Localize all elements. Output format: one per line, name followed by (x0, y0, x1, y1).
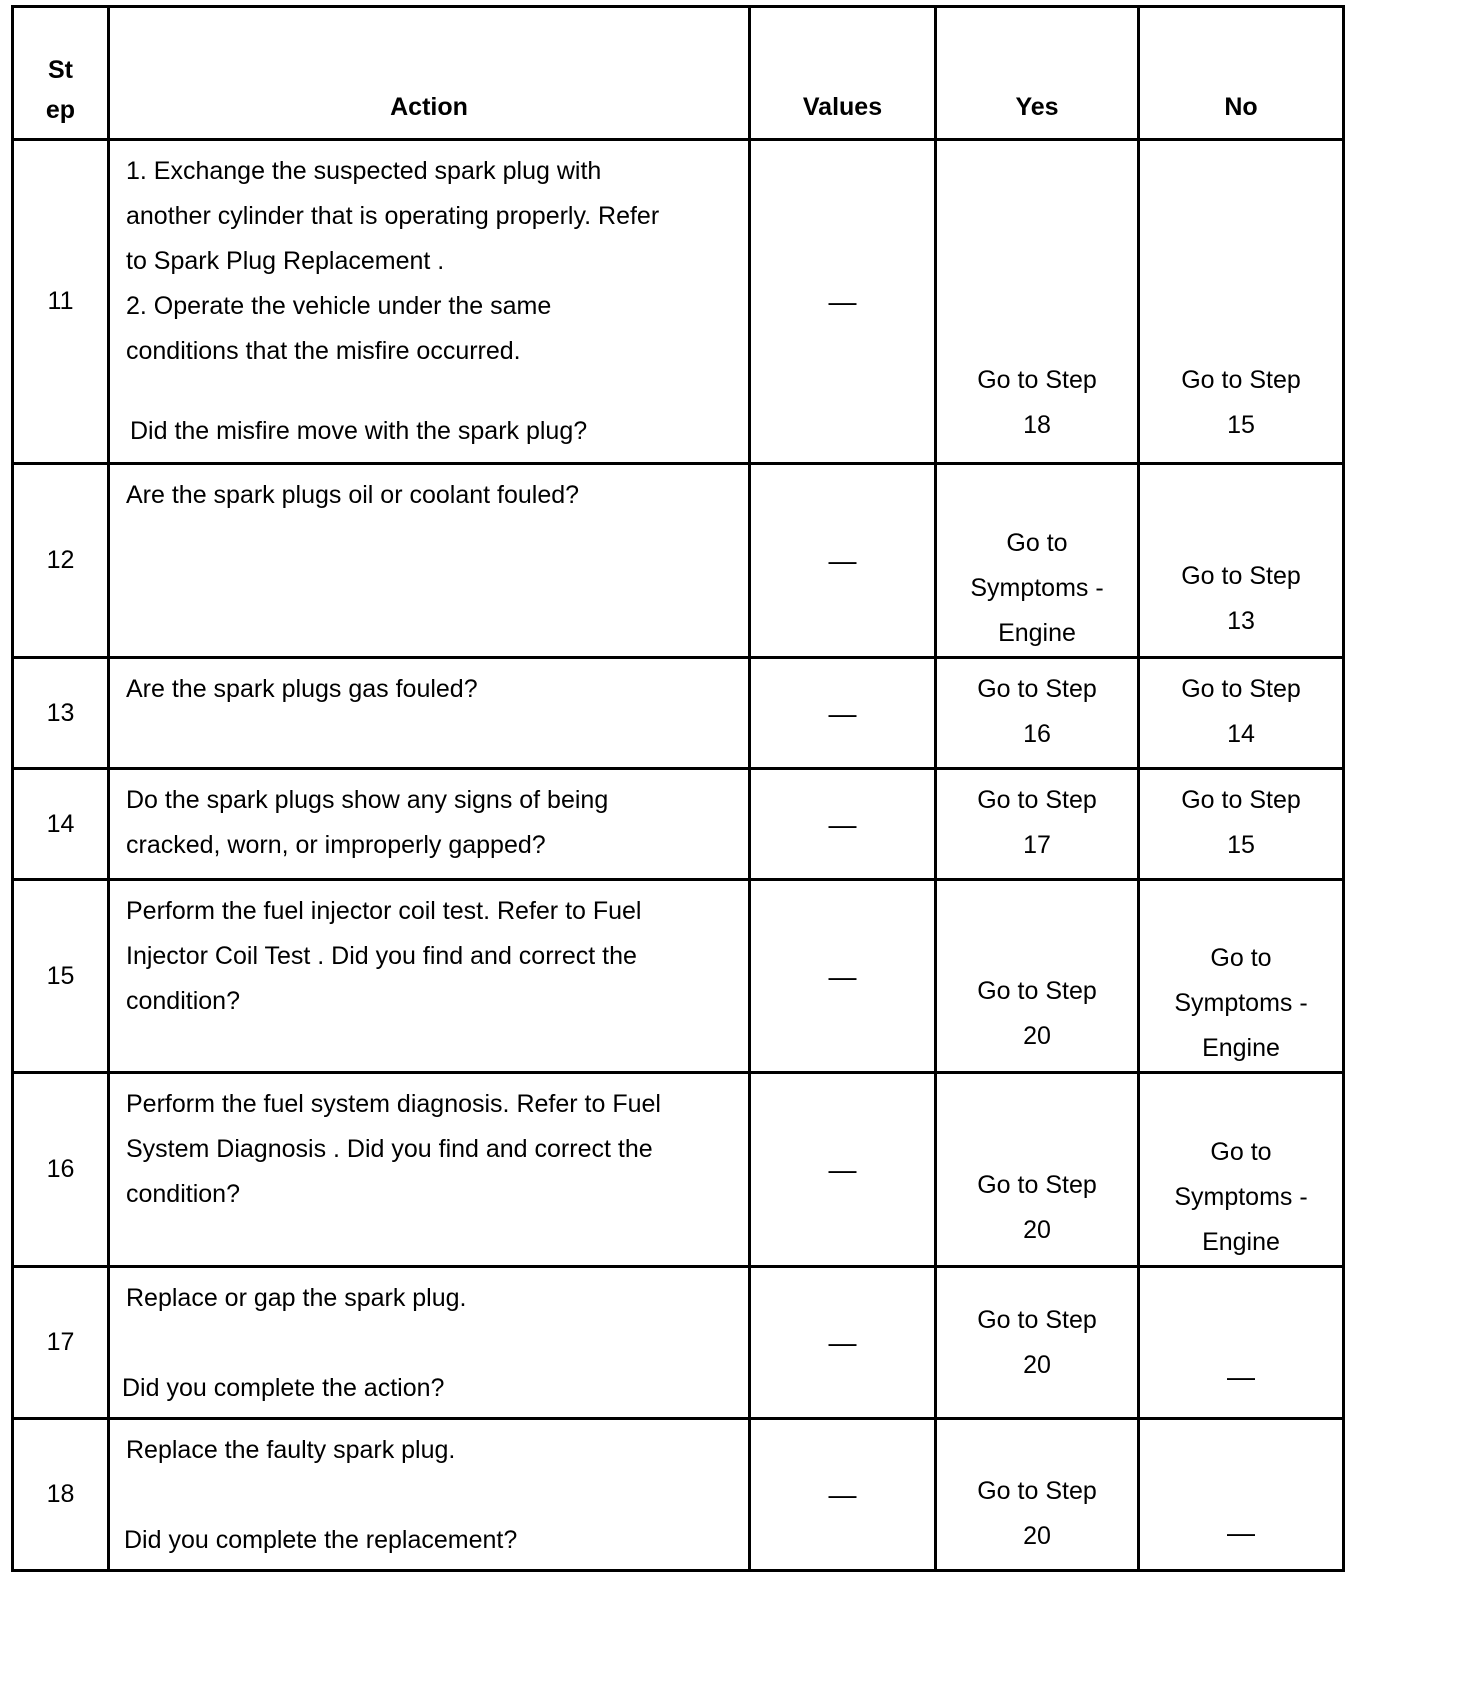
step-number: 15 (13, 880, 109, 1073)
no-line: Go to (1210, 944, 1272, 972)
yes-cell (936, 464, 1139, 658)
header-values: Values (750, 7, 936, 140)
yes-line: Go to Step (977, 1171, 1097, 1199)
action-line: to Spark Plug Replacement . (126, 247, 445, 275)
table-row-step-12 (13, 464, 1344, 658)
no-line: Engine (1202, 1228, 1280, 1256)
yes-line: Go to Step (977, 366, 1097, 394)
action-line: Replace the faulty spark plug. (126, 1436, 456, 1464)
yes-line: 20 (1023, 1350, 1051, 1379)
step-number: 11 (13, 140, 109, 464)
yes-line: Go to Step (977, 977, 1097, 1005)
yes-cell (936, 1073, 1139, 1267)
no-cell (1139, 658, 1344, 769)
step-number: 16 (13, 1073, 109, 1267)
action-line: Are the spark plugs gas fouled? (126, 675, 478, 703)
step-number: 13 (13, 658, 109, 769)
action-cell (109, 464, 750, 658)
no-line: Go to Step (1181, 366, 1301, 394)
no-cell (1139, 1073, 1344, 1267)
yes-cell (936, 658, 1139, 769)
values-cell: — (750, 880, 936, 1073)
yes-cell (936, 140, 1139, 464)
yes-cell (936, 1419, 1139, 1571)
action-line: 1. Exchange the suspected spark plug with (126, 157, 602, 185)
no-cell (1139, 880, 1344, 1073)
action-cell (109, 658, 750, 769)
action-line: Perform the fuel injector coil test. Refer to Fuel (126, 897, 642, 925)
table-row-step-18 (13, 1419, 1344, 1571)
action-line: another cylinder that is operating properly. Refer (126, 202, 660, 230)
header-no: No (1139, 7, 1344, 140)
action-line: Perform the fuel system diagnosis. Refer to Fuel (126, 1090, 661, 1118)
values-cell: — (750, 1267, 936, 1419)
header-step (13, 7, 109, 140)
action-line: condition? (126, 1180, 240, 1208)
action-cell (109, 1267, 750, 1419)
no-line: Symptoms - (1174, 989, 1308, 1017)
header-step-line2: ep (45, 96, 76, 124)
yes-line: Go to (1006, 529, 1068, 557)
yes-line: Go to Step (977, 1477, 1097, 1505)
no-cell (1139, 769, 1344, 880)
no-line: 15 (1227, 831, 1255, 859)
header-action: Action (109, 7, 750, 140)
values-cell: — (750, 1419, 936, 1571)
values-cell: — (750, 769, 936, 880)
step-number: 14 (13, 769, 109, 880)
action-cell (109, 769, 750, 880)
no-line: 15 (1227, 411, 1255, 439)
yes-line: Symptoms - (970, 574, 1104, 602)
yes-line: Go to Step (977, 1305, 1097, 1334)
no-line: Go to Step (1181, 786, 1301, 814)
yes-line: Go to Step (977, 786, 1097, 814)
diagnostic-table (11, 5, 1345, 1572)
yes-line: 18 (1023, 411, 1051, 439)
table-row-step-17 (13, 1267, 1344, 1419)
header-row (13, 7, 1344, 140)
no-cell: — (1139, 1267, 1344, 1419)
table-row-step-15 (13, 880, 1344, 1073)
yes-line: Engine (998, 619, 1076, 647)
action-line: conditions that the misfire occurred. (126, 337, 521, 365)
header-step-line1: St (48, 56, 73, 84)
no-line: Go to Step (1181, 562, 1301, 590)
table-row-step-11 (13, 140, 1344, 464)
action-question: Did you complete the action? (122, 1374, 445, 1402)
values-cell: — (750, 464, 936, 658)
action-cell (109, 1073, 750, 1267)
yes-line: Go to Step (977, 675, 1097, 703)
yes-cell (936, 769, 1139, 880)
action-line: 2. Operate the vehicle under the same (126, 292, 552, 320)
no-cell (1139, 464, 1344, 658)
table-row-step-13 (13, 658, 1344, 769)
no-line: Go to (1210, 1138, 1272, 1166)
table-row-step-16 (13, 1073, 1344, 1267)
action-cell (109, 880, 750, 1073)
no-line: Engine (1202, 1034, 1280, 1062)
no-cell (1139, 140, 1344, 464)
yes-cell (936, 1267, 1139, 1419)
step-number: 18 (13, 1419, 109, 1571)
action-line: Do the spark plugs show any signs of being (126, 786, 609, 814)
action-question: Did you complete the replacement? (124, 1526, 518, 1554)
yes-cell (936, 880, 1139, 1073)
action-line: Injector Coil Test . Did you find and correct the (126, 942, 637, 970)
yes-line: 20 (1023, 1522, 1051, 1550)
header-yes: Yes (936, 7, 1139, 140)
action-cell (109, 140, 750, 464)
table-row-step-14 (13, 769, 1344, 880)
values-cell: — (750, 1073, 936, 1267)
no-cell: — (1139, 1419, 1344, 1571)
yes-line: 16 (1023, 720, 1051, 748)
yes-line: 17 (1023, 831, 1051, 859)
action-question: Did the misfire move with the spark plug? (130, 417, 588, 445)
step-number: 12 (13, 464, 109, 658)
action-cell (109, 1419, 750, 1571)
no-line: Symptoms - (1174, 1183, 1308, 1211)
values-cell: — (750, 140, 936, 464)
no-line: Go to Step (1181, 675, 1301, 703)
values-cell: — (750, 658, 936, 769)
yes-line: 20 (1023, 1022, 1051, 1050)
action-line: condition? (126, 987, 240, 1015)
action-line: Replace or gap the spark plug. (126, 1284, 467, 1312)
action-line: Are the spark plugs oil or coolant fouled? (126, 481, 580, 509)
yes-line: 20 (1023, 1216, 1051, 1244)
no-line: 14 (1227, 720, 1255, 748)
step-number: 17 (13, 1267, 109, 1419)
action-line: cracked, worn, or improperly gapped? (126, 831, 546, 859)
action-line: System Diagnosis . Did you find and correct the (126, 1135, 653, 1163)
no-line: 13 (1227, 607, 1255, 635)
